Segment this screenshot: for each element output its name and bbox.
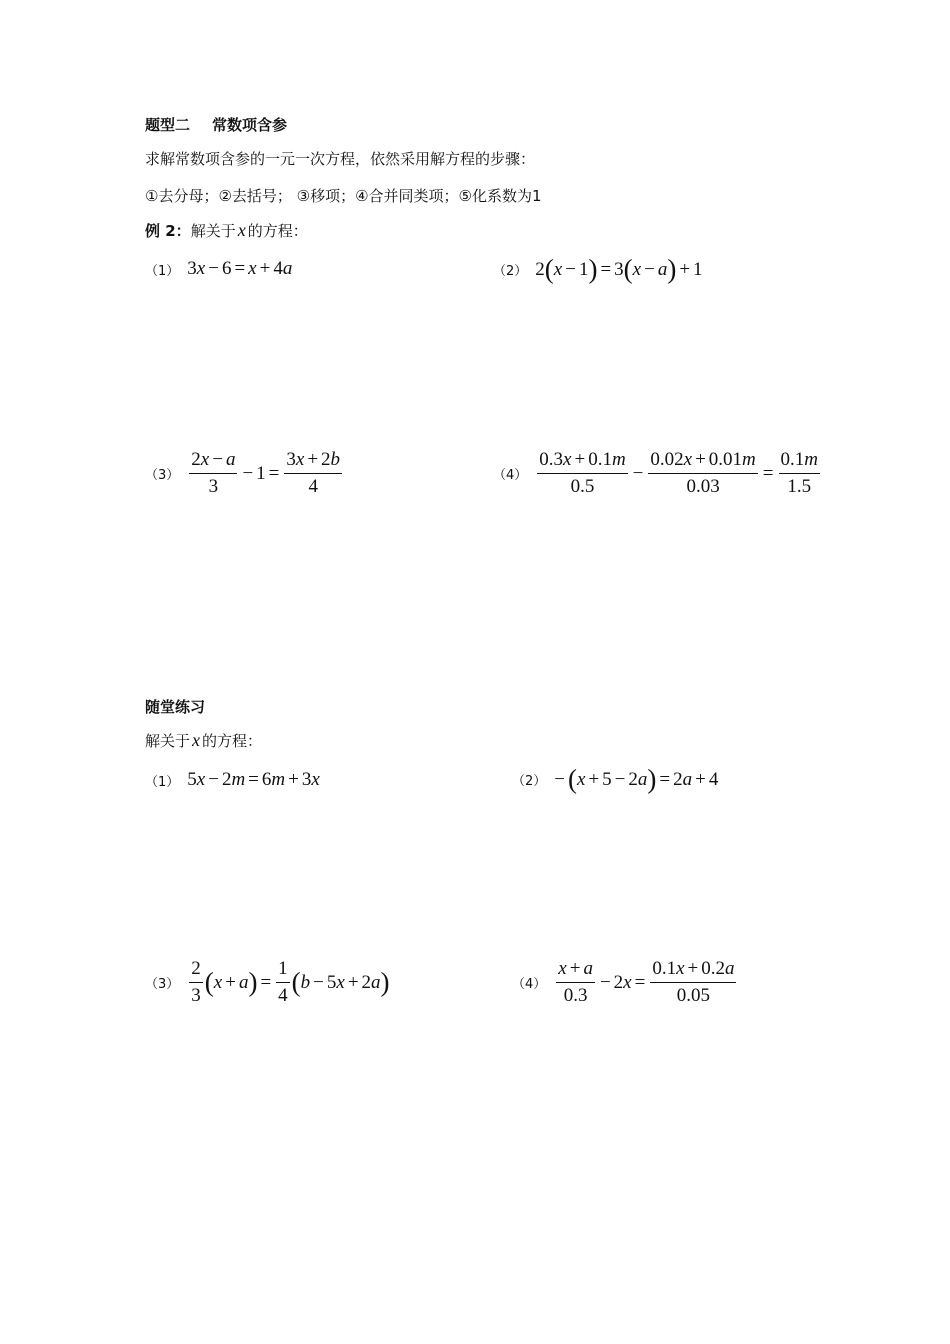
problem-number: （1） xyxy=(145,774,180,790)
equation: $\frac{x + a}{0.3}$ − 2 x = $\frac{0.1x + 0.2a}{0.05}$ xyxy=(558,958,735,1006)
problem-number: （4） xyxy=(512,977,547,992)
practice-heading: 随堂练习 xyxy=(145,698,206,716)
problem-number: （4） xyxy=(493,468,528,483)
fraction: $\frac{0.02x + 0.01m}{0.03}$ xyxy=(650,449,756,497)
fraction: $\frac{x + a}{0.3}$ xyxy=(558,958,593,1006)
fraction: $\frac{0.3x + 0.1m}{0.5}$ xyxy=(539,449,626,497)
practice-text-before: 解关于 xyxy=(145,732,191,750)
example-problem-3 xyxy=(145,449,344,498)
problem-number: （3） xyxy=(145,977,180,992)
example-intro xyxy=(145,220,308,241)
problem-number: （2） xyxy=(493,264,528,279)
example-problem-2 xyxy=(493,256,703,283)
practice-problem-3 xyxy=(145,958,390,1007)
fraction: $\frac{1}{4}$ xyxy=(278,958,288,1006)
solving-steps: ①去分母；②去括号； ③移项；④合并同类项；⑤化系数为1 xyxy=(145,187,542,205)
fraction: $\frac{0.1x + 0.2a}{0.05}$ xyxy=(652,958,735,1006)
practice-text-after: 的方程： xyxy=(202,732,263,750)
example-problem-1 xyxy=(145,258,292,280)
example-text-after: 的方程： xyxy=(247,222,308,240)
problem-number: （3） xyxy=(145,468,180,483)
section-title: 题型二 xyxy=(145,116,191,134)
section-subtitle: 常数项含参 xyxy=(212,116,288,134)
fraction: $\frac{2}{3}$ xyxy=(191,958,201,1006)
practice-intro xyxy=(145,730,262,751)
equation: 3 x − 6 = x + 4 a xyxy=(187,258,293,279)
example-variable: x xyxy=(237,220,246,240)
example-colon: ： xyxy=(175,222,191,240)
example-problem-4 xyxy=(493,449,822,498)
fraction: $\frac{0.1m}{1.5}$ xyxy=(780,449,818,497)
section-description: 求解常数项含参的一元一次方程，依然采用解方程的步骤： xyxy=(145,150,536,168)
fraction: $\frac{2x - a}{3}$ xyxy=(191,449,236,497)
problem-number: （2） xyxy=(512,774,547,789)
practice-problem-4 xyxy=(512,958,738,1007)
practice-problem-2 xyxy=(512,766,718,793)
equation: $\frac{0.3x + 0.1m}{0.5}$ − $\frac{0.02x + 0.01m}{0.03}$ = $\frac{0.1m}{1.5}$ xyxy=(539,449,818,497)
practice-variable: x xyxy=(192,730,201,750)
equation: 5 x − 2 m = 6 m + 3 x xyxy=(187,769,320,790)
equation: − ( x + 5 − 2 a ) = 2 a + 4 xyxy=(554,764,719,794)
practice-problem-1 xyxy=(145,769,320,791)
equation: $\frac{2}{3}$ ( x + a ) = $\frac{1}{4}$ ( b − 5 x + 2 a ) xyxy=(191,958,390,1006)
equation: $\frac{2x - a}{3}$ − 1 = $\frac{3x + 2b}{4}$ xyxy=(191,449,341,497)
section-heading xyxy=(145,114,287,135)
fraction: $\frac{3x + 2b}{4}$ xyxy=(286,449,341,497)
equation: 2 ( x − 1 ) = 3 ( x − a ) + 1 xyxy=(535,254,703,284)
example-label: 例 2 xyxy=(145,222,176,240)
problem-number: （1） xyxy=(145,263,180,279)
example-text-before: 解关于 xyxy=(190,222,236,240)
